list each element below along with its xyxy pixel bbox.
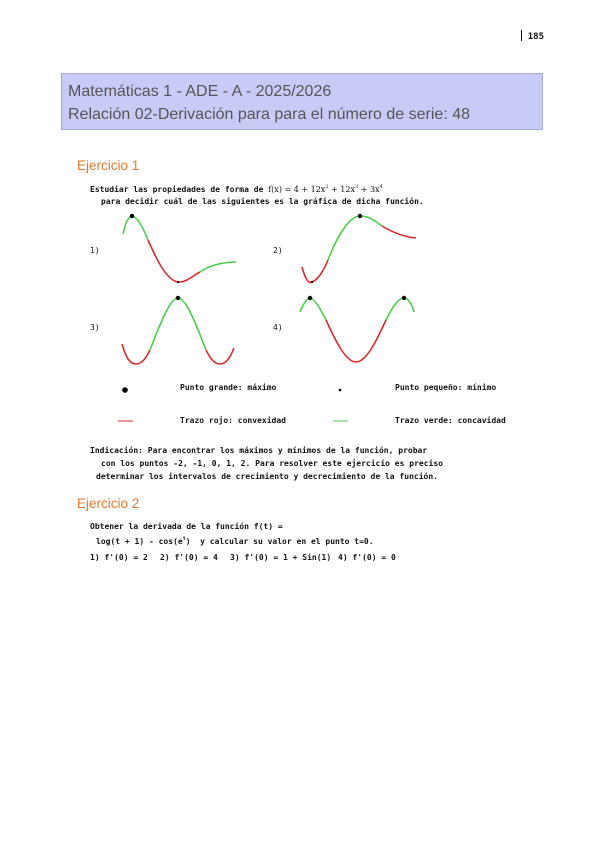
legend-red-stroke: Trazo rojo: convexidad bbox=[180, 416, 286, 425]
option-3-concave bbox=[150, 298, 206, 350]
header-banner bbox=[61, 73, 543, 130]
red-stroke-icon bbox=[118, 418, 134, 424]
exercise2-title: Ejercicio 2 bbox=[77, 496, 140, 511]
option-4-label: 4) bbox=[273, 323, 283, 332]
option-2-convex bbox=[302, 260, 328, 282]
option-4-concave-left bbox=[300, 298, 326, 320]
option-2-max-point bbox=[358, 214, 362, 218]
option-1-concave-mid bbox=[132, 216, 148, 240]
answer-4: 4) f'(0) = 0 bbox=[338, 553, 396, 562]
hint-line-3: determinar los intervalos de crecimiento y decrecimiento de la función. bbox=[96, 472, 438, 481]
option-2-label: 2) bbox=[273, 246, 283, 255]
answer-3: 3) f'(0) = 1 + Sin(1) bbox=[230, 553, 332, 562]
green-stroke-icon bbox=[333, 418, 349, 424]
hint-line-2: con los puntos -2, -1, 0, 1, 2. Para resolver este ejercicio es preciso bbox=[101, 459, 443, 468]
option-2-concave bbox=[328, 216, 382, 260]
small-point-icon bbox=[333, 383, 347, 397]
page-number: 185 bbox=[521, 30, 544, 42]
option-1-label: 1) bbox=[90, 246, 100, 255]
option-4-concave-right bbox=[386, 298, 414, 320]
option-4-max-point-right bbox=[402, 296, 406, 300]
option-2-convex-right bbox=[382, 226, 416, 238]
exercise2-line2: $\log(t + 1) - \cos(e^t)$ y calcular su valor en el punto t=0. bbox=[96, 536, 374, 546]
option-4-convex bbox=[326, 320, 386, 362]
course-title: Matemáticas 1 - ADE - A - 2025/2026 bbox=[68, 83, 332, 100]
exercise2-line1: Obtener la derivada de la función f(t) = bbox=[90, 522, 283, 531]
option-3-max-point bbox=[176, 296, 180, 300]
big-point-icon bbox=[118, 383, 132, 397]
option-3-convex-right bbox=[206, 348, 234, 364]
option-1-min-point bbox=[177, 281, 179, 283]
option-1-concave-left bbox=[123, 216, 132, 234]
option-2-graph bbox=[300, 212, 420, 288]
option-3-label: 3) bbox=[90, 323, 100, 332]
option-2-min-point bbox=[311, 281, 313, 283]
relation-title: Relación 02-Derivación para para el número de serie: 48 bbox=[68, 106, 470, 123]
legend-small-point: Punto pequeño: mínimo bbox=[395, 383, 497, 392]
option-1-max-point bbox=[130, 214, 134, 218]
answer-1: 1) f'(0) = 2 bbox=[90, 553, 148, 562]
option-1-convex bbox=[148, 240, 200, 282]
hint-line-1: Indicación: Para encontrar los máximos y mínimos de la función, probar bbox=[90, 446, 428, 455]
legend-green-stroke: Trazo verde: concavidad bbox=[395, 416, 506, 425]
exercise1-statement-line2: para decidir cuál de las siguientes es la gráfica de dicha función. bbox=[101, 197, 424, 206]
option-4-max-point-left bbox=[308, 296, 312, 300]
exercise1-title: Ejercicio 1 bbox=[77, 158, 140, 173]
option-4-graph bbox=[300, 294, 420, 370]
option-3-convex-left bbox=[122, 344, 150, 364]
option-1-concave-right bbox=[200, 262, 236, 272]
option-1-graph bbox=[120, 212, 240, 288]
exercise1-statement: Estudiar las propiedades de forma de $f(x) = 4 + 12x^2 + 12x^3 + 3x^4$ bbox=[90, 184, 383, 194]
option-3-graph bbox=[120, 294, 240, 370]
answer-2: 2) f'(0) = 4 bbox=[160, 553, 218, 562]
legend-big-point: Punto grande: máximo bbox=[180, 383, 277, 392]
